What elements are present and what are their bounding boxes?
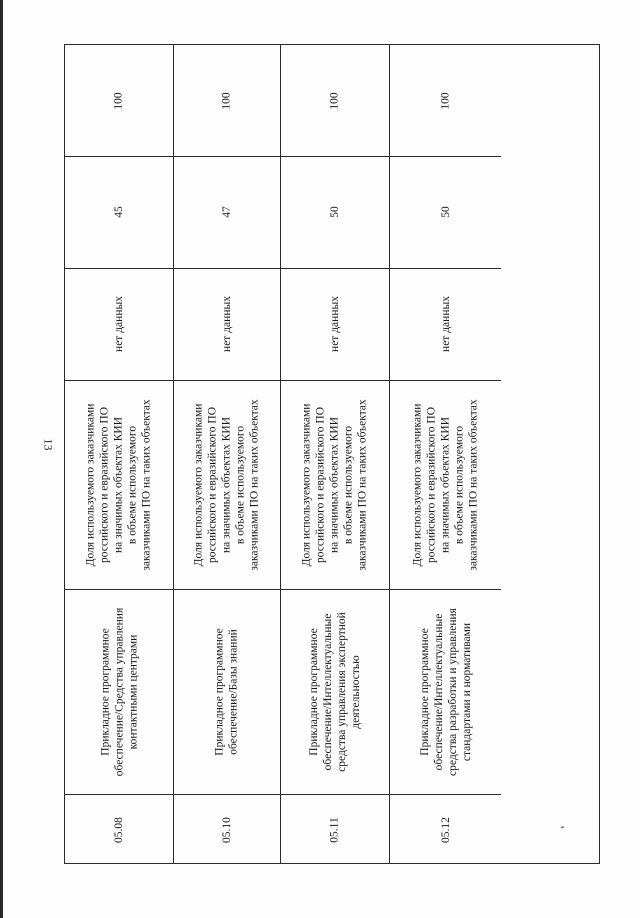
stray-mark: , <box>559 820 573 831</box>
code-cell: 05.11 <box>328 816 341 843</box>
name-cell: Прикладное программное обеспечение/Базы знаний <box>214 627 241 756</box>
target-mid-cell: 50 <box>329 206 341 218</box>
code-cell: 05.10 <box>221 816 233 843</box>
baseline-cell: нет данных <box>221 296 233 352</box>
baseline-cell: нет данных <box>439 296 452 352</box>
target-final-cell: 100 <box>221 91 233 110</box>
page-number: 13 <box>41 438 56 451</box>
target-mid-cell: 50 <box>439 206 452 218</box>
baseline-cell: нет данных <box>113 296 125 352</box>
name-cell: Прикладное программное обеспечение/Средства управления контактными центрами <box>99 607 140 776</box>
target-final-cell: 100 <box>113 91 125 110</box>
target-mid-cell: 45 <box>113 206 125 218</box>
code-cell: 05.08 <box>113 816 125 843</box>
target-final-cell: 100 <box>439 91 452 110</box>
indicator-cell: Доля используемого заказчиками российского и евразийского ПО на значимых объектах КИИ в объеме используемого заказчиками ПО на таких объектах <box>85 398 154 571</box>
name-cell: Прикладное программное обеспечение/Интеллектуальные средства управления экспертной деятельностью <box>308 611 362 772</box>
target-mid-cell: 47 <box>221 206 233 218</box>
table-row <box>65 45 174 863</box>
indicator-cell: Доля используемого заказчиками российского и евразийского ПО на значимых объектах КИИ в объеме используемого заказчиками ПО на таких объектах <box>411 398 480 571</box>
target-final-cell: 100 <box>329 91 341 110</box>
table-row <box>281 45 390 863</box>
scan-edge <box>0 0 3 918</box>
name-cell: Прикладное программное обеспечение/Интеллектуальные средства разработки и управления стандартами и нормативами <box>418 607 473 776</box>
table-row <box>174 45 281 863</box>
indicator-cell: Доля используемого заказчиками российского и евразийского ПО на значимых объектах КИИ в объеме используемого заказчиками ПО на таких объектах <box>301 398 370 571</box>
table-row <box>390 45 501 863</box>
code-cell: 05.12 <box>439 816 452 843</box>
baseline-cell: нет данных <box>329 296 341 352</box>
indicator-cell: Доля используемого заказчиками российского и евразийского ПО на значимых объектах КИИ в объеме используемого заказчиками ПО на таких объектах <box>193 398 262 571</box>
software-table <box>64 44 600 864</box>
